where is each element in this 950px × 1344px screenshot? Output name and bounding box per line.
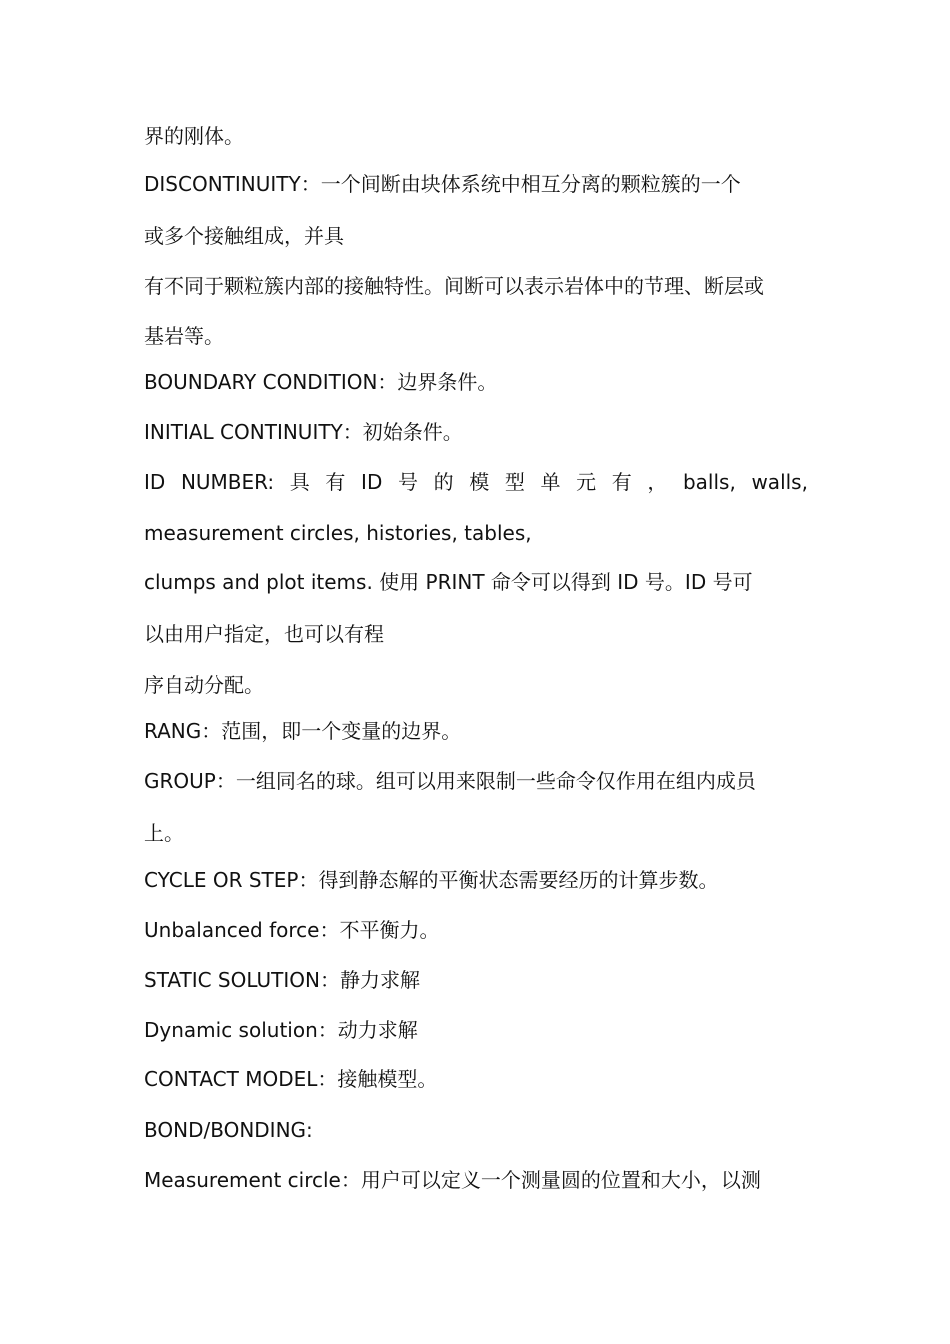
text-line-1: 界的刚体。 (144, 124, 244, 148)
text-line-12: 序自动分配。 (144, 673, 264, 697)
text-line-18: STATIC SOLUTION：静力求解 (144, 968, 420, 992)
text-line-21: BOND/BONDING: (144, 1118, 313, 1142)
text-line-6: BOUNDARY CONDITION：边界条件。 (144, 370, 498, 394)
id-number-label: ID (144, 470, 166, 494)
text-line-19: Dynamic solution：动力求解 (144, 1018, 418, 1042)
text-line-4: 有不同于颗粒簇内部的接触特性。间断可以表示岩体中的节理、断层或 (144, 274, 764, 298)
text-line-5: 基岩等。 (144, 324, 224, 348)
text-line-8: ID NUMBER: 具 有 ID 号 的 模 型 单 元 有 ， balls, walls, (144, 470, 808, 494)
text-line-2: DISCONTINUITY：一个间断由块体系统中相互分离的颗粒簇的一个 (144, 172, 741, 196)
text-line-3: 或多个接触组成，并具 (144, 224, 344, 248)
text-line-13: RANG：范围，即一个变量的边界。 (144, 719, 462, 743)
text-line-10: clumps and plot items. 使用 PRINT 命令可以得到 ID 号。ID 号可 (144, 570, 753, 594)
text-line-9: measurement circles, histories, tables, (144, 521, 532, 545)
text-line-15: 上。 (144, 821, 184, 845)
text-line-11: 以由用户指定，也可以有程 (144, 622, 384, 646)
text-line-17: Unbalanced force：不平衡力。 (144, 918, 440, 942)
text-line-14: GROUP：一组同名的球。组可以用来限制一些命令仅作用在组内成员 (144, 769, 756, 793)
text-line-22: Measurement circle：用户可以定义一个测量圆的位置和大小，以测 (144, 1168, 761, 1192)
text-line-16: CYCLE OR STEP：得到静态解的平衡状态需要经历的计算步数。 (144, 868, 719, 892)
text-line-20: CONTACT MODEL：接触模型。 (144, 1067, 438, 1091)
text-line-7: INITIAL CONTINUITY：初始条件。 (144, 420, 463, 444)
